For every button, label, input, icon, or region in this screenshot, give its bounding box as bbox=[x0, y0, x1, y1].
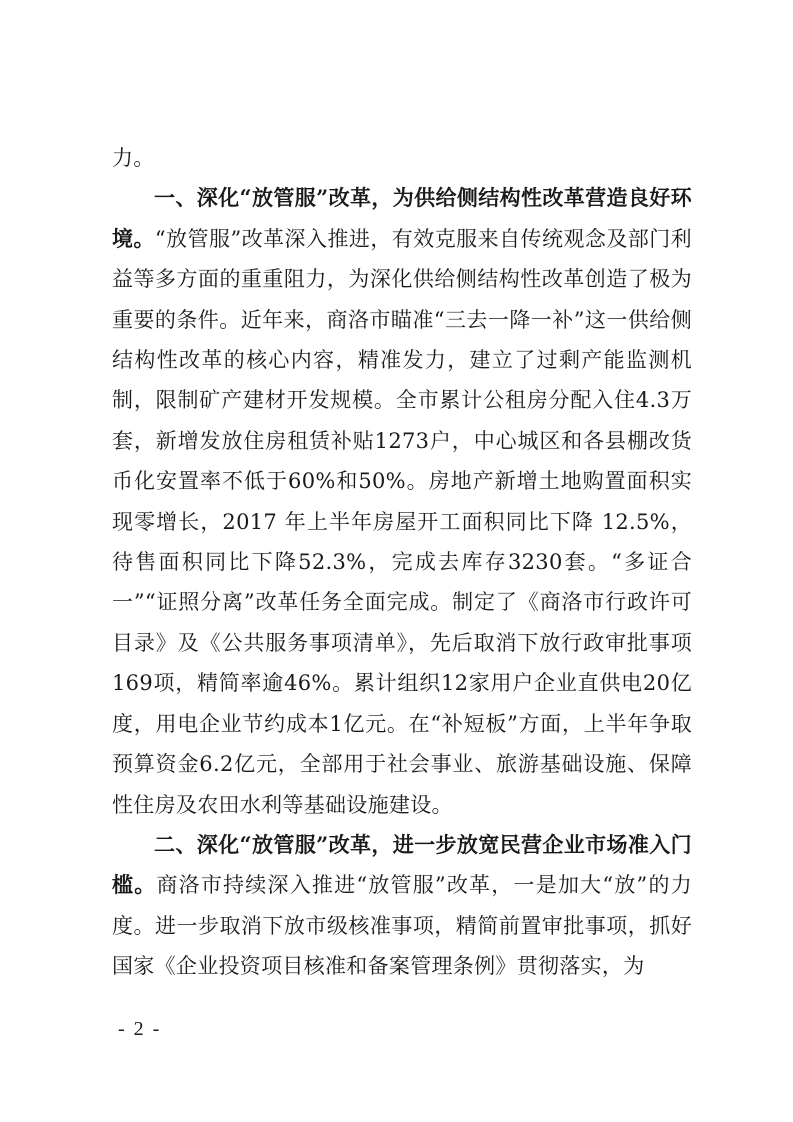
paragraph-text: 商洛市持续深入推进“放管服”改革，一是加大“放”的力度。进一步取消下放市级核准事项，精简前置审批事项，抓好国家《企业投资项目核准和备案管理条例》贯彻落实，为 bbox=[112, 873, 692, 979]
paragraph-section-1 bbox=[112, 178, 692, 825]
document-body bbox=[112, 138, 692, 987]
page-number: - 2 - bbox=[118, 1018, 162, 1040]
paragraph-text: 力。 bbox=[112, 146, 155, 170]
paragraph-continuation bbox=[112, 138, 692, 178]
paragraph-section-2 bbox=[112, 825, 692, 987]
section-heading: 一、深化“放管服”改革，为供给侧结构性改革营造良好环境。 bbox=[112, 185, 692, 251]
section-heading: 二、深化“放管服”改革，进一步放宽民营企业市场准入门槛。 bbox=[112, 831, 692, 898]
paragraph-text: “放管服”改革深入推进，有效克服来自传统观念及部门利益等多方面的重重阻力，为深化供给侧结构性改革创造了极为重要的条件。近年来，商洛市瞄准“三去一降一补”这一供给侧结构性改革的核心内容，精准发力，建立了过剩产能监测机制，限制矿产建材开发规模。全市累计公租房分配入住4.3万套，新增发放住房租赁补贴1273户，中心城区和各县棚改货币化安置率不低于60%和50%。房地产新增土地购置面积实现零增长，2017 年上半年房屋开工面积同比下降 12.5%，待售面积同比下降52.3%，完成去库存3230套。“多证合一”“证照分离”改革任务全面完成。制定了《商洛市行政许可目录》及《公共服务事项清单》，先后取消下放行政审批事项169项，精简率逾46%。累计组织12家用户企业直供电20亿度，用电企业节约成本1亿元。在“补短板”方面，上半年争取预算资金6.2亿元，全部用于社会事业、旅游基础设施、保障性住房及农田水利等基础设施建设。 bbox=[112, 226, 692, 817]
